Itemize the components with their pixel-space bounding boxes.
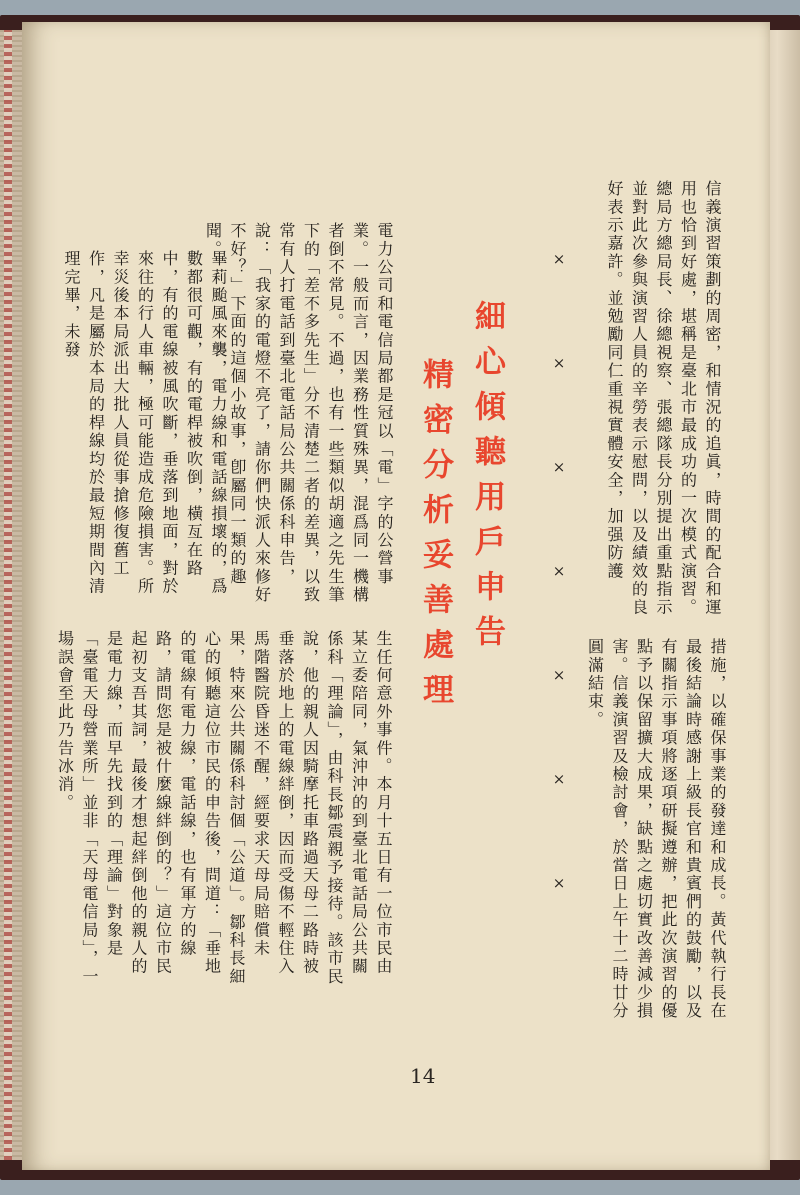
headline-1: 細心傾聽用戶申告 — [469, 300, 505, 660]
separator-mark: × — [550, 562, 568, 666]
headline-2: 精密分析妥善處理 — [417, 358, 453, 718]
lower-left-text-1 — [203, 222, 396, 612]
page-number: 14 — [410, 1064, 436, 1088]
lower-right-text — [55, 630, 395, 990]
upper-middle-text — [585, 638, 729, 1023]
book-page — [22, 22, 770, 1170]
closing-paragraph: 措施，以確保事業的發達和成長。黃代執行長在最後結論時感謝上級長官和貴賓們的鼓勵，以及有關指示事項將逐項研擬遵辦，把此次演習的優點予以保留擴大成果，缺點之處切實改善減少損害。信義演習及檢討會，於當日上午十二時廿分圓滿結束。 — [585, 638, 727, 1021]
separator-mark: × — [550, 770, 568, 874]
spine-stripe — [4, 30, 12, 1160]
separator-marks — [550, 250, 568, 990]
separator-mark: × — [550, 458, 568, 562]
upper-paragraph: 信義演習策劃的周密，和情況的追眞，時間的配合和運用也恰到好處，堪稱是臺北市最成功的一次模式演習。總局方總局長、徐總視察、張總隊長分別提出重點指示並對此次參與演習人員的辛勞表示慰問，以及績效的良好表示嘉許。並勉勵同仁重視實體安全，加强防護 — [605, 180, 722, 617]
article-paragraph-1: 電力公司和電信局都是冠以「電」字的公營事業。一般而言，因業務性質殊異，混爲同一機構者倒不常見。不過，也有一些類似胡適之先生筆下的「差不多先生」分不清楚二者的差異，以致常有人打電話到臺北電話局公共關係科申告，說：「我家的電燈不亮了，請你們快派人來修好不好？」下面的這個小故事，卽屬同一類的趣聞。 — [203, 222, 394, 605]
upper-right-text — [604, 180, 724, 630]
separator-mark: × — [550, 874, 568, 978]
article-paragraph-3: 生任何意外事件。本月十五日有一位市民由某立委陪同，氣沖沖的到臺北電話局公共關係科「理論」，由科長鄒震親予接待。該市民說，他的親人因騎摩托車路過天母二路時被垂落於地上的電線絆倒，因而受傷不輕住入馬階醫院昏迷不醒，經要求天母局賠償未果，特來公共關係科討個「公道」。鄒科長細心的傾聽這位市民的申告後，問道：「垂地的電線有電力線，電話線，也有軍方的線路，請問您是被什麼線絆倒的？」這位市民起初支吾其詞，最後才想起絆倒他的親人的是電力線，而早先找到的「理論」對象是「臺電天母營業所」並非「天母電信局」，一場誤會至此乃告冰消。 — [55, 630, 393, 986]
separator-mark: × — [550, 354, 568, 458]
separator-mark: × — [550, 250, 568, 354]
separator-mark: × — [550, 666, 568, 770]
lower-left-text-2 — [62, 250, 230, 612]
article-paragraph-2: 畢莉颱風來襲，電力線和電話線損壞的，爲數都很可觀，有的電桿被吹倒，橫亙在路中，有的電線被風吹斷，垂落到地面，對於來往的行人車輛，極可能造成危險損害。所幸災後本局派出大批人員從事搶修復舊工作，凡是屬於本局的桿線均於最短期間內清理完畢，未發 — [62, 250, 228, 596]
